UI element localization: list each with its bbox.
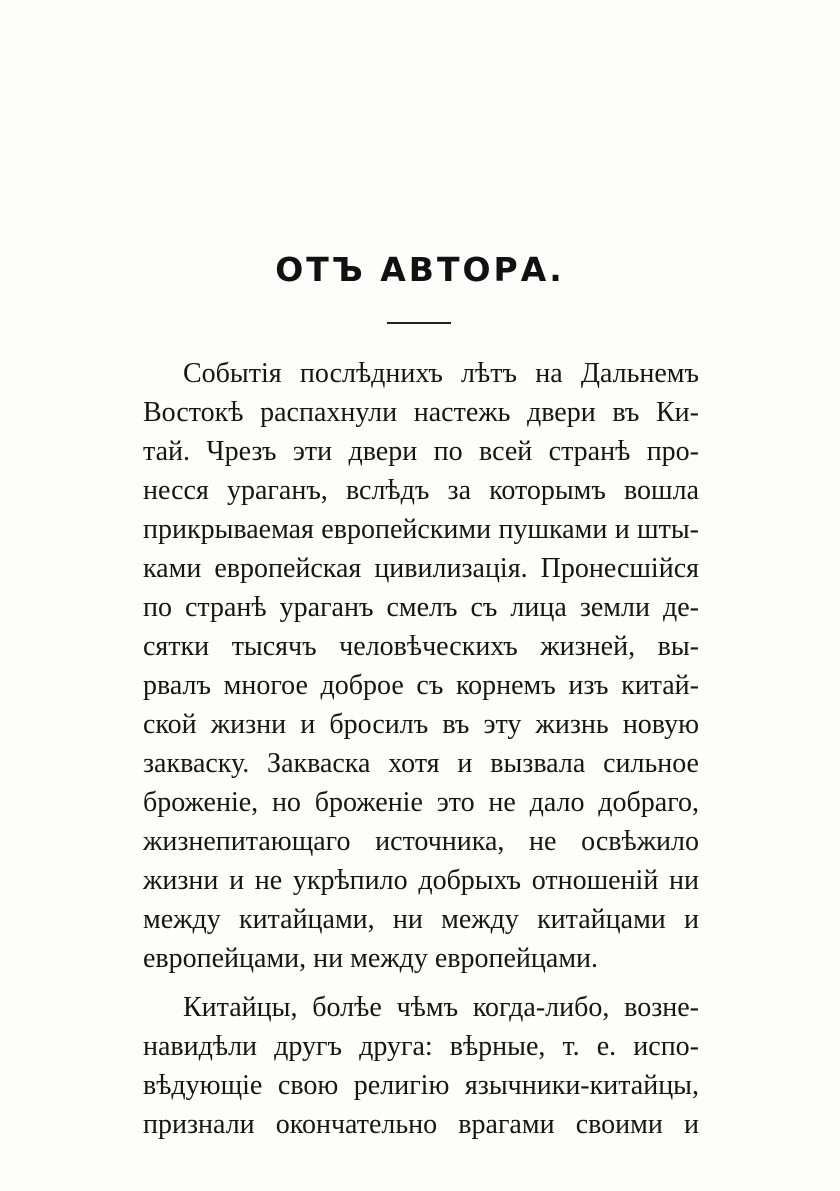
text-line: тай. Чрезъ эти двери по всей странѣ про- xyxy=(143,436,699,467)
text-line: несся ураганъ, вслѣдъ за которымъ вошла xyxy=(143,475,699,506)
text-line: жизни и не укрѣпило добрыхъ отношеній ни xyxy=(143,865,699,896)
paragraph xyxy=(143,354,699,978)
text-line: признали окончательно врагами своими и xyxy=(143,1109,699,1140)
text-line: броженіе, но броженіе это не дало добраго, xyxy=(143,787,699,818)
text-line: Китайцы, болѣе чѣмъ когда-либо, возне- xyxy=(183,992,699,1023)
text-line: европейцами, ни между европейцами. xyxy=(143,943,599,974)
paragraph-gap xyxy=(143,978,699,988)
paragraph xyxy=(143,988,699,1144)
text-line: сятки тысячъ человѣческихъ жизней, вы- xyxy=(143,631,699,662)
text-line: ками европейская цивилизація. Пронесшійся xyxy=(143,553,699,584)
text-line: жизнепитающаго источника, не освѣжило xyxy=(143,826,699,857)
text-line: между китайцами, ни между китайцами и xyxy=(143,904,699,935)
text-line: Событія послѣднихъ лѣтъ на Дальнемъ xyxy=(183,358,699,389)
text-line: вѣдующіе свою религію язычники-китайцы, xyxy=(143,1070,699,1101)
body-text xyxy=(143,354,699,1144)
text-line: Востокѣ распахнули настежь двери въ Ки- xyxy=(143,397,699,428)
chapter-heading: ОТЪ АВТОРА. xyxy=(275,250,565,289)
text-line: навидѣли другъ друга: вѣрные, т. е. испо- xyxy=(143,1031,699,1062)
text-line: по странѣ ураганъ смелъ съ лица земли де- xyxy=(143,592,699,623)
text-line: ской жизни и бросилъ въ эту жизнь новую xyxy=(143,709,699,740)
text-line: закваску. Закваска хотя и вызвала сильное xyxy=(143,748,699,779)
text-line: прикрываемая европейскими пушками и шты- xyxy=(143,514,699,545)
text-line: рвалъ многое доброе съ корнемъ изъ китай- xyxy=(143,670,699,701)
heading-divider xyxy=(387,322,451,324)
